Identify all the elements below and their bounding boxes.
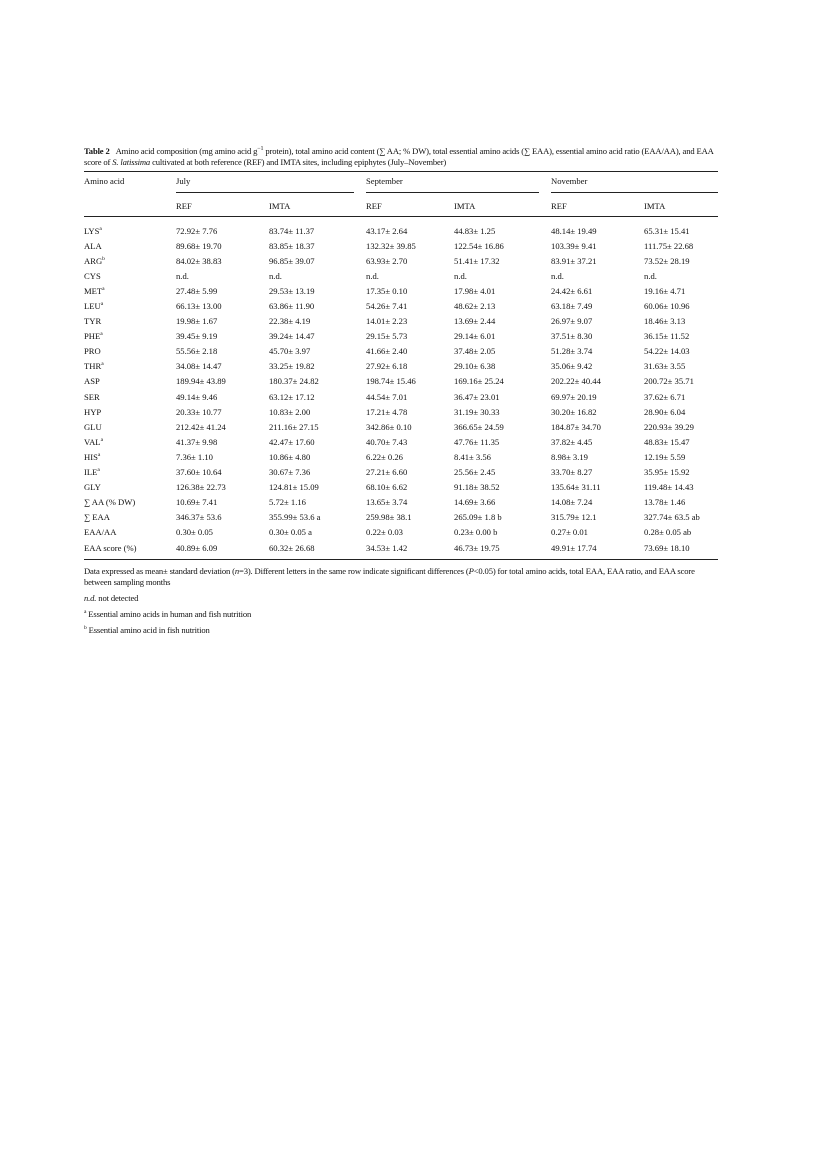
- site-header: REF: [366, 200, 382, 211]
- table-cell: 0.27± 0.01: [551, 527, 588, 538]
- table-row: [84, 344, 718, 359]
- table-cell: 122.54± 16.86: [454, 240, 504, 251]
- amino-acid-name: HIS: [84, 451, 98, 462]
- table-cell: 315.79± 12.1: [551, 512, 597, 523]
- table-cell: 17.21± 4.78: [366, 406, 408, 417]
- footnote-italic-n: n: [234, 566, 239, 577]
- table-cell: 17.98± 4.01: [454, 285, 496, 296]
- amino-acid-name: EAA score (%): [84, 542, 137, 553]
- table-cell: 211.16± 27.15: [269, 421, 319, 432]
- amino-acid-name: GLY: [84, 482, 101, 493]
- table-row: [84, 298, 718, 313]
- row-label: [84, 465, 176, 480]
- row-label: [84, 268, 176, 283]
- table-cell: 55.56± 2.18: [176, 346, 218, 357]
- caption-text-3: cultivated at both reference (REF) and IMTA sites, including epiphytes (July–November): [150, 157, 447, 167]
- amino-acid-name: SER: [84, 391, 100, 402]
- table-cell: 37.82± 4.45: [551, 436, 593, 447]
- footnote-data-note: [84, 566, 718, 588]
- table-cell: 29.14± 6.01: [454, 331, 496, 342]
- table-cell: 51.28± 3.74: [551, 346, 593, 357]
- table-cell: 0.30± 0.05 a: [269, 527, 312, 538]
- footnote-text: Essential amino acid in fish nutrition: [86, 625, 210, 636]
- table-cell: 212.42± 41.24: [176, 421, 226, 432]
- table-cell: 10.83± 2.00: [269, 406, 311, 417]
- table-cell: 39.45± 9.19: [176, 331, 218, 342]
- table-cell: 184.87± 34.70: [551, 421, 601, 432]
- row-label-superscript: b: [102, 255, 105, 262]
- month-underline: [176, 192, 354, 193]
- table-row: [84, 540, 718, 555]
- footnote-nd-abbr: n.d.: [84, 593, 97, 604]
- table-cell: 33.25± 19.82: [269, 361, 315, 372]
- month-header-row: [84, 172, 718, 195]
- month-header-november: [551, 172, 718, 195]
- table-row: [84, 329, 718, 344]
- amino-acid-name: ILE: [84, 467, 98, 478]
- table-cell: 10.69± 7.41: [176, 497, 218, 508]
- table-cell: 40.70± 7.43: [366, 436, 408, 447]
- footnote-a: [84, 609, 718, 620]
- table-cell: 84.02± 38.83: [176, 255, 222, 266]
- footnote-text: not detected: [96, 593, 139, 604]
- table-cell: 89.68± 19.70: [176, 240, 222, 251]
- table-cell: 327.74± 63.5 ab: [644, 512, 700, 523]
- table-cell: n.d.: [176, 270, 189, 281]
- table-cell: 65.31± 15.41: [644, 225, 690, 236]
- table-cell: 51.41± 17.32: [454, 255, 500, 266]
- row-label: [84, 359, 176, 374]
- table-cell: 33.70± 8.27: [551, 467, 593, 478]
- footnote-b: [84, 625, 718, 636]
- table-cell: 63.12± 17.12: [269, 391, 315, 402]
- table-cell: 200.72± 35.71: [644, 376, 694, 387]
- caption-text-1: Amino acid composition (mg amino acid g: [115, 146, 258, 156]
- table-cell: 63.93± 2.70: [366, 255, 408, 266]
- table-cell: 91.18± 38.52: [454, 482, 500, 493]
- footnote-mark: b: [84, 625, 87, 632]
- table-cell: 111.75± 22.68: [644, 240, 694, 251]
- row-label: [84, 510, 176, 525]
- table-cell: 28.90± 6.04: [644, 406, 686, 417]
- row-label: [84, 253, 176, 268]
- table-cell: 48.83± 15.47: [644, 436, 690, 447]
- row-label: [84, 344, 176, 359]
- table-cell: 169.16± 25.24: [454, 376, 504, 387]
- row-label: [84, 329, 176, 344]
- table-cell: 69.97± 20.19: [551, 391, 597, 402]
- table-cell: 119.48± 14.43: [644, 482, 694, 493]
- footnote-nd: [84, 593, 718, 604]
- table-cell: 73.52± 28.19: [644, 255, 690, 266]
- month-label: September: [366, 176, 403, 186]
- row-label-superscript: a: [100, 301, 104, 308]
- site-header-row: [84, 195, 718, 217]
- table-cell: 18.46± 3.13: [644, 316, 686, 327]
- table-cell: 19.98± 1.67: [176, 316, 218, 327]
- amino-acid-name: PRO: [84, 346, 101, 357]
- table-cell: 13.78± 1.46: [644, 497, 686, 508]
- table-cell: 39.24± 14.47: [269, 331, 315, 342]
- table-cell: 13.69± 2.44: [454, 316, 496, 327]
- table-label: Table 2: [84, 146, 110, 156]
- amino-acid-name: LYS: [84, 225, 100, 236]
- row-label: [84, 419, 176, 434]
- table-cell: 63.86± 11.90: [269, 301, 315, 312]
- table-row: [84, 525, 718, 540]
- table-cell: 25.56± 2.45: [454, 467, 496, 478]
- row-label: [84, 314, 176, 329]
- row-label: [84, 434, 176, 449]
- site-header: IMTA: [454, 200, 476, 211]
- table-cell: 189.94± 43.89: [176, 376, 226, 387]
- table-row: [84, 217, 718, 238]
- row-label: [84, 525, 176, 540]
- table-cell: 259.98± 38.1: [366, 512, 412, 523]
- table-row: [84, 404, 718, 419]
- table-cell: 73.69± 18.10: [644, 542, 690, 553]
- table-cell: 43.17± 2.64: [366, 225, 408, 236]
- table-cell: 355.99± 53.6 a: [269, 512, 321, 523]
- table-cell: 48.62± 2.13: [454, 301, 496, 312]
- table-cell: 12.19± 5.59: [644, 451, 686, 462]
- table-cell: 135.64± 31.11: [551, 482, 601, 493]
- table-cell: 6.22± 0.26: [366, 451, 403, 462]
- footnote-text: <0.05) for total amino acids, total EAA, EAA ratio, and EAA score between sampling months: [84, 566, 695, 588]
- table-row: [84, 374, 718, 389]
- table-footnotes: [84, 566, 718, 636]
- row-label-superscript: a: [100, 437, 104, 443]
- site-header: IMTA: [269, 200, 291, 211]
- table-cell: 44.83± 1.25: [454, 225, 496, 236]
- table-cell: 0.30± 0.05: [176, 527, 213, 538]
- table-cell: 366.65± 24.59: [454, 421, 504, 432]
- table-cell: 8.98± 3.19: [551, 451, 588, 462]
- table-cell: 96.85± 39.07: [269, 255, 315, 266]
- table-row: [84, 419, 718, 434]
- row-label-superscript: a: [102, 286, 105, 293]
- table-cell: 29.15± 5.73: [366, 331, 408, 342]
- table-cell: n.d.: [366, 270, 379, 281]
- row-label-superscript: a: [97, 452, 101, 459]
- table-row: [84, 268, 718, 283]
- table-row: [84, 510, 718, 525]
- footnote-text: Data expressed as mean± standard deviation (: [84, 566, 235, 577]
- table-cell: 42.47± 17.60: [269, 436, 315, 447]
- table-row: [84, 283, 718, 298]
- amino-acid-name: HYP: [84, 406, 102, 417]
- table-cell: 7.36± 1.10: [176, 451, 213, 462]
- amino-acid-name: ALA: [84, 240, 102, 251]
- row-label-superscript: a: [100, 331, 103, 338]
- month-header-july: [176, 172, 366, 195]
- row-label-superscript: a: [101, 361, 104, 368]
- table-cell: 22.38± 4.19: [269, 316, 311, 327]
- table-cell: 14.01± 2.23: [366, 316, 408, 327]
- table-cell: 37.62± 6.71: [644, 391, 686, 402]
- table-cell: 48.14± 19.49: [551, 225, 597, 236]
- amino-acid-name: ARG: [84, 255, 103, 266]
- footnote-italic-p: P: [468, 566, 474, 577]
- table-cell: 31.19± 30.33: [454, 406, 500, 417]
- table-cell: 37.48± 2.05: [454, 346, 496, 357]
- table-cell: 27.21± 6.60: [366, 467, 408, 478]
- table-cell: 36.47± 23.01: [454, 391, 500, 402]
- row-label: [84, 404, 176, 419]
- caption-species: S. latissima: [112, 157, 151, 167]
- table-cell: 41.37± 9.98: [176, 436, 218, 447]
- footnote-mark: a: [84, 609, 87, 616]
- row-label: [84, 374, 176, 389]
- amino-acid-column-header: Amino acid: [84, 176, 125, 186]
- month-label: July: [176, 176, 191, 186]
- amino-acid-name: LEU: [84, 301, 101, 312]
- table-cell: 72.92± 7.76: [176, 225, 218, 236]
- empty-header-cell: [84, 195, 176, 217]
- table-cell: 132.32± 39.85: [366, 240, 416, 251]
- table-cell: 47.76± 11.35: [454, 436, 500, 447]
- table-row: [84, 389, 718, 404]
- row-label: [84, 480, 176, 495]
- table-cell: 66.13± 13.00: [176, 301, 222, 312]
- caption-superscript: −1: [257, 146, 264, 153]
- table-cell: 10.86± 4.80: [269, 451, 311, 462]
- table-row: [84, 480, 718, 495]
- table-cell: 30.67± 7.36: [269, 467, 311, 478]
- table-cell: n.d.: [454, 270, 467, 281]
- table-cell: n.d.: [269, 270, 282, 281]
- table-cell: 27.48± 5.99: [176, 285, 218, 296]
- site-header: REF: [551, 200, 567, 211]
- table-cell: 13.65± 3.74: [366, 497, 408, 508]
- table-cell: 54.22± 14.03: [644, 346, 690, 357]
- table-row: [84, 253, 718, 268]
- table-cell: n.d.: [644, 270, 657, 281]
- row-label: [84, 217, 176, 238]
- row-label: [84, 449, 176, 464]
- table-cell: 34.08± 14.47: [176, 361, 222, 372]
- table-cell: 30.20± 16.82: [551, 406, 597, 417]
- table-cell: 220.93± 39.29: [644, 421, 694, 432]
- table-cell: 49.14± 9.46: [176, 391, 218, 402]
- site-header: REF: [176, 200, 192, 211]
- amino-acid-name: PHE: [84, 331, 101, 342]
- table-cell: n.d.: [551, 270, 564, 281]
- table-cell: 83.85± 18.37: [269, 240, 315, 251]
- row-label: [84, 495, 176, 510]
- table-cell: 37.51± 8.30: [551, 331, 593, 342]
- row-label: [84, 283, 176, 298]
- table-cell: 60.32± 26.68: [269, 542, 315, 553]
- row-label-superscript: a: [99, 225, 102, 232]
- table-block: [84, 146, 718, 641]
- amino-acid-name: VAL: [84, 436, 101, 447]
- table-cell: 35.95± 15.92: [644, 467, 690, 478]
- table-cell: 31.63± 3.55: [644, 361, 686, 372]
- row-label-superscript: a: [97, 467, 100, 474]
- table-cell: 60.06± 10.96: [644, 301, 690, 312]
- table-cell: 124.81± 15.09: [269, 482, 319, 493]
- table-row: [84, 449, 718, 464]
- amino-acid-table: [84, 172, 718, 555]
- amino-acid-name: EAA/AA: [84, 527, 117, 538]
- amino-acid-name: ASP: [84, 376, 100, 387]
- amino-acid-name: ∑ EAA: [84, 512, 110, 523]
- amino-acid-name: GLU: [84, 421, 102, 432]
- table-cell: 83.74± 11.37: [269, 225, 315, 236]
- amino-acid-name: MET: [84, 285, 103, 296]
- table-cell: 0.23± 0.00 b: [454, 527, 498, 538]
- table-row: [84, 238, 718, 253]
- table-cell: 26.97± 9.07: [551, 316, 593, 327]
- table-cell: 34.53± 1.42: [366, 542, 408, 553]
- table-cell: 40.89± 6.09: [176, 542, 218, 553]
- table-cell: 29.53± 13.19: [269, 285, 315, 296]
- table-cell: 202.22± 40.44: [551, 376, 601, 387]
- table-cell: 29.10± 6.38: [454, 361, 496, 372]
- month-underline: [366, 192, 539, 193]
- table-cell: 265.09± 1.8 b: [454, 512, 502, 523]
- month-label: November: [551, 176, 588, 186]
- row-label: [84, 540, 176, 555]
- row-label: [84, 298, 176, 313]
- month-header-september: [366, 172, 551, 195]
- table-cell: 24.42± 6.61: [551, 285, 593, 296]
- table-cell: 41.66± 2.40: [366, 346, 408, 357]
- table-cell: 54.26± 7.41: [366, 301, 408, 312]
- month-underline: [551, 192, 718, 193]
- table-cell: 5.72± 1.16: [269, 497, 306, 508]
- table-row: [84, 314, 718, 329]
- table-cell: 0.22± 0.03: [366, 527, 403, 538]
- table-cell: 20.33± 10.77: [176, 406, 222, 417]
- amino-acid-name: THR: [84, 361, 102, 372]
- bottom-rule: [84, 559, 718, 560]
- amino-acid-name: TYR: [84, 316, 102, 327]
- table-cell: 8.41± 3.56: [454, 451, 491, 462]
- footnote-text: Essential amino acids in human and fish nutrition: [86, 609, 252, 620]
- table-cell: 36.15± 11.52: [644, 331, 690, 342]
- table-body: [84, 217, 718, 555]
- site-header: IMTA: [644, 200, 666, 211]
- table-cell: 342.86± 0.10: [366, 421, 412, 432]
- table-cell: 126.38± 22.73: [176, 482, 226, 493]
- table-cell: 44.54± 7.01: [366, 391, 408, 402]
- table-cell: 46.73± 19.75: [454, 542, 500, 553]
- table-cell: 27.92± 6.18: [366, 361, 408, 372]
- table-row: [84, 434, 718, 449]
- table-caption: [84, 146, 718, 168]
- footnote-text: =3). Different letters in the same row indicate significant differences (: [239, 566, 469, 577]
- table-cell: 198.74± 15.46: [366, 376, 416, 387]
- table-cell: 49.91± 17.74: [551, 542, 597, 553]
- table-cell: 346.37± 53.6: [176, 512, 222, 523]
- table-row: [84, 495, 718, 510]
- table-cell: 68.10± 6.62: [366, 482, 408, 493]
- table-cell: 17.35± 0.10: [366, 285, 408, 296]
- table-cell: 19.16± 4.71: [644, 285, 686, 296]
- row-label: [84, 389, 176, 404]
- amino-acid-name: CYS: [84, 270, 101, 281]
- table-row: [84, 465, 718, 480]
- table-cell: 103.39± 9.41: [551, 240, 597, 251]
- table-cell: 37.60± 10.64: [176, 467, 222, 478]
- amino-acid-name: ∑ AA (% DW): [84, 497, 136, 508]
- table-cell: 14.08± 7.24: [551, 497, 593, 508]
- table-cell: 14.69± 3.66: [454, 497, 496, 508]
- table-cell: 180.37± 24.82: [269, 376, 319, 387]
- row-label: [84, 238, 176, 253]
- table-cell: 0.28± 0.05 ab: [644, 527, 692, 538]
- table-cell: 83.91± 37.21: [551, 255, 597, 266]
- table-cell: 45.70± 3.97: [269, 346, 311, 357]
- caption-text-2: protein), total amino acid content (∑ AA; % DW), total essential amino acids (∑ EAA), essential amino acid ratio (EAA/AA), and EAA score of: [84, 146, 714, 167]
- table-cell: 35.06± 9.42: [551, 361, 593, 372]
- table-row: [84, 359, 718, 374]
- table-cell: 63.18± 7.49: [551, 301, 593, 312]
